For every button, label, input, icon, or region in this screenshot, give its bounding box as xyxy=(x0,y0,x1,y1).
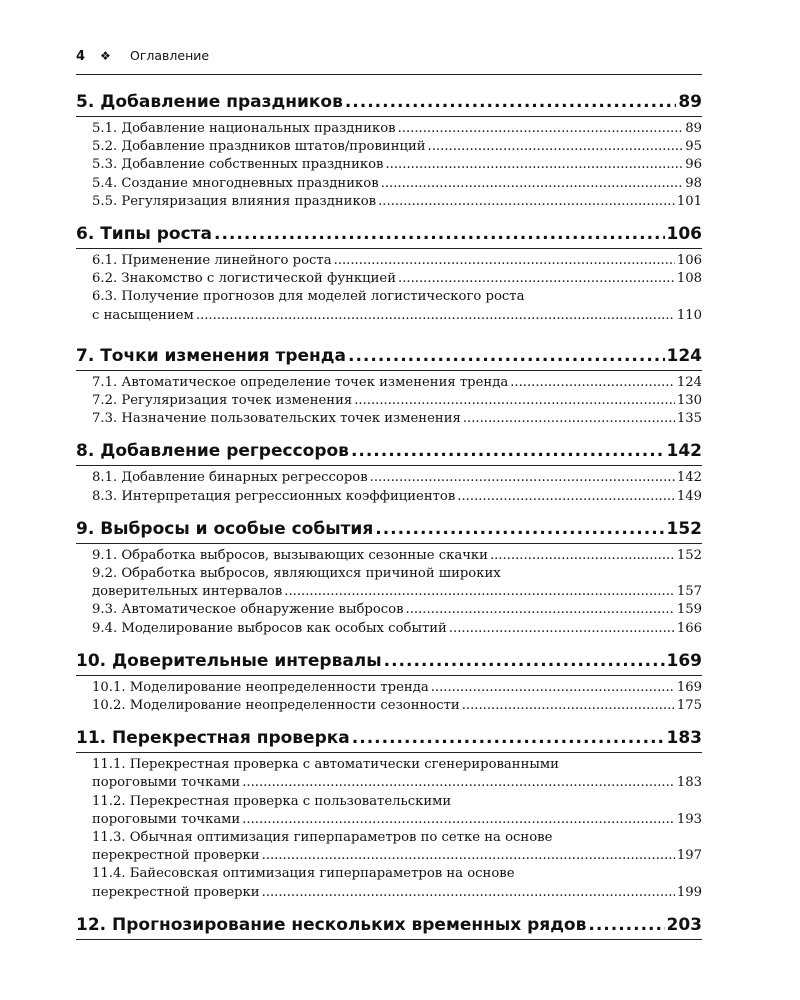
section-page-number: 89 xyxy=(685,121,702,136)
section-page-number: 96 xyxy=(685,157,702,173)
section-page-number: 199 xyxy=(676,884,702,900)
section-title: 9.4. Моделирование выбросов как особых событий xyxy=(92,620,447,636)
section-page-number: 166 xyxy=(676,620,702,636)
chapter-title: 9. Выбросы и особые события xyxy=(76,518,374,539)
dot-leader xyxy=(384,650,665,673)
chapter-title: 8. Добавление регрессоров xyxy=(76,441,349,462)
dot-leader xyxy=(457,488,675,506)
toc-chapter xyxy=(76,440,702,505)
toc-section xyxy=(76,288,702,324)
toc-page xyxy=(76,48,702,952)
section-page-number: 157 xyxy=(676,584,702,600)
section-title: 10.1. Моделирование неопределенности тренда xyxy=(92,679,429,695)
dot-leader xyxy=(348,345,665,368)
toc-section xyxy=(76,156,702,174)
section-row xyxy=(92,697,702,715)
chapter-page-number: 203 xyxy=(666,914,702,935)
section-page-number: 152 xyxy=(676,547,702,563)
section-row xyxy=(92,547,702,565)
section-page-number: 108 xyxy=(676,271,702,287)
chapter-title: 6. Типы роста xyxy=(76,224,212,245)
toc-section xyxy=(76,469,702,487)
toc-section xyxy=(76,252,702,270)
dot-leader xyxy=(352,727,665,750)
dot-leader xyxy=(242,774,675,792)
section-title: пороговыми точками xyxy=(92,775,241,791)
section-row xyxy=(92,811,702,829)
section-title: 8.1. Добавление бинарных регрессоров xyxy=(92,470,368,486)
section-title: 6.1. Применение линейного роста xyxy=(92,253,332,269)
section-row xyxy=(92,884,702,902)
section-row xyxy=(92,583,702,601)
section-title: 7.3. Назначение пользовательских точек изменения xyxy=(92,411,461,427)
section-title: перекрестной проверки xyxy=(92,848,260,864)
chapter-title: 11. Перекрестная проверка xyxy=(76,728,350,749)
dot-leader xyxy=(462,697,675,715)
section-page-number: 124 xyxy=(676,374,702,390)
toc-section xyxy=(76,756,702,792)
section-title: пороговыми точками xyxy=(92,811,241,827)
toc-section xyxy=(76,374,702,392)
chapter-page-number: 106 xyxy=(666,224,702,245)
toc-section xyxy=(76,410,702,428)
section-row xyxy=(92,120,702,138)
dot-leader xyxy=(345,91,676,114)
dot-leader xyxy=(196,307,675,325)
chapter-page-number: 152 xyxy=(666,518,702,539)
dot-leader xyxy=(449,620,675,638)
toc-section xyxy=(76,547,702,565)
toc-section xyxy=(76,793,702,829)
chapter-title: 5. Добавление праздников xyxy=(76,92,343,112)
toc-section xyxy=(76,697,702,715)
chapter-page-number: 183 xyxy=(666,728,702,749)
section-row xyxy=(92,193,702,211)
chapter-heading xyxy=(76,440,702,466)
toc-chapter xyxy=(76,223,702,325)
dot-leader xyxy=(262,884,675,902)
dot-leader xyxy=(284,583,675,601)
section-title-line: 11.3. Обычная оптимизация гиперпараметров по сетке на основе xyxy=(92,830,553,846)
toc-chapter xyxy=(76,727,702,902)
toc-section xyxy=(76,138,702,156)
running-header xyxy=(76,48,702,75)
section-title: 5.5. Регуляризация влияния праздников xyxy=(92,193,377,209)
dot-leader xyxy=(510,374,675,392)
toc-chapter xyxy=(76,91,702,211)
chapter-heading xyxy=(76,223,702,249)
chapter-page-number: 142 xyxy=(666,441,702,462)
section-title: 8.3. Интерпретация регрессионных коэффициентов xyxy=(92,488,456,504)
dot-leader xyxy=(381,175,684,193)
section-title-line: 11.2. Перекрестная проверка с пользовательскими xyxy=(92,793,452,809)
dot-leader xyxy=(334,252,675,270)
section-page-number: 159 xyxy=(676,602,702,618)
chapter-heading xyxy=(76,914,702,940)
toc-section xyxy=(76,488,702,506)
dot-leader xyxy=(385,156,683,174)
toc-section xyxy=(76,601,702,619)
section-title: 9.3. Автоматическое обнаружение выбросов xyxy=(92,602,404,618)
section-row xyxy=(92,270,702,288)
chapter-title: 7. Точки изменения тренда xyxy=(76,345,346,366)
chapter-page-number: 89 xyxy=(678,92,702,112)
toc-section xyxy=(76,193,702,211)
chapter-heading xyxy=(76,727,702,753)
section-row xyxy=(92,175,702,193)
section-title: 5.1. Добавление национальных праздников xyxy=(92,121,396,136)
toc-section xyxy=(76,270,702,288)
section-title: 9.1. Обработка выбросов, вызывающих сезонные скачки xyxy=(92,547,488,563)
chapter-page-number: 169 xyxy=(666,650,702,671)
toc-section xyxy=(76,175,702,193)
dot-leader xyxy=(398,270,675,288)
toc-chapter xyxy=(76,914,702,940)
toc-section xyxy=(76,120,702,138)
section-page-number: 169 xyxy=(676,679,702,695)
section-row xyxy=(92,679,702,697)
dot-leader xyxy=(378,193,675,211)
dot-leader xyxy=(490,547,675,565)
section-page-number: 149 xyxy=(676,488,702,504)
table-of-contents xyxy=(76,91,702,940)
section-title: доверительных интервалов xyxy=(92,584,283,600)
section-title: 5.2. Добавление праздников штатов/провинций xyxy=(92,139,426,155)
chapter-title: 12. Прогнозирование нескольких временных рядов xyxy=(76,914,587,935)
dot-leader xyxy=(375,518,664,541)
section-row xyxy=(92,774,702,792)
dot-leader xyxy=(370,469,675,487)
section-page-number: 183 xyxy=(676,775,702,791)
section-title-line: 6.3. Получение прогнозов для моделей логистического роста xyxy=(92,289,525,305)
section-page-number: 193 xyxy=(676,811,702,827)
section-page-number: 95 xyxy=(685,139,702,155)
section-page-number: 101 xyxy=(676,193,702,209)
dot-leader xyxy=(428,138,684,156)
toc-section xyxy=(76,392,702,410)
dot-leader xyxy=(463,410,675,428)
section-title: 7.1. Автоматическое определение точек изменения тренда xyxy=(92,374,509,390)
section-title-line: 9.2. Обработка выбросов, являющихся причиной широких xyxy=(92,566,501,582)
section-title: 5.3. Добавление собственных праздников xyxy=(92,157,384,173)
dot-leader xyxy=(242,811,675,829)
toc-section xyxy=(76,679,702,697)
toc-section xyxy=(76,865,702,901)
chapter-title: 10. Доверительные интервалы xyxy=(76,650,382,671)
section-title: с насыщением xyxy=(92,307,194,323)
section-row xyxy=(92,620,702,638)
section-row xyxy=(92,307,702,325)
section-row xyxy=(92,138,702,156)
section-row xyxy=(92,601,702,619)
toc-section xyxy=(76,620,702,638)
chapter-page-number: 124 xyxy=(666,345,702,366)
section-title-line: 11.4. Байесовская оптимизация гиперпараметров на основе xyxy=(92,866,515,882)
dot-leader xyxy=(588,914,664,937)
section-row xyxy=(92,847,702,865)
ornament-icon: ❖ xyxy=(100,49,111,63)
section-title: 5.4. Создание многодневных праздников xyxy=(92,175,379,191)
dot-leader xyxy=(406,601,675,619)
dot-leader xyxy=(214,223,665,246)
toc-chapter xyxy=(76,345,702,429)
dot-leader xyxy=(431,679,675,697)
toc-section xyxy=(76,829,702,865)
section-row xyxy=(92,252,702,270)
toc-section xyxy=(76,565,702,601)
section-row xyxy=(92,469,702,487)
dot-leader xyxy=(262,847,675,865)
section-page-number: 197 xyxy=(676,848,702,864)
section-row xyxy=(92,156,702,174)
dot-leader xyxy=(398,120,684,138)
page-number: 4 xyxy=(76,49,86,64)
section-page-number: 110 xyxy=(676,307,702,323)
section-row xyxy=(92,488,702,506)
section-title: 6.2. Знакомство с логистической функцией xyxy=(92,271,397,287)
section-row xyxy=(92,410,702,428)
running-header-title: Оглавление xyxy=(130,48,210,63)
chapter-heading xyxy=(76,91,702,117)
section-page-number: 98 xyxy=(685,175,702,191)
section-row xyxy=(92,374,702,392)
section-title: перекрестной проверки xyxy=(92,884,260,900)
dot-leader xyxy=(351,440,665,463)
chapter-heading xyxy=(76,650,702,676)
section-title: 10.2. Моделирование неопределенности сезонности xyxy=(92,698,460,714)
section-page-number: 130 xyxy=(676,393,702,409)
section-page-number: 175 xyxy=(676,698,702,714)
toc-chapter xyxy=(76,650,702,715)
dot-leader xyxy=(354,392,675,410)
chapter-heading xyxy=(76,518,702,544)
section-page-number: 142 xyxy=(676,470,702,486)
section-page-number: 135 xyxy=(676,411,702,427)
chapter-heading xyxy=(76,345,702,371)
section-title: 7.2. Регуляризация точек изменения xyxy=(92,393,353,409)
section-page-number: 106 xyxy=(676,253,702,269)
section-row xyxy=(92,392,702,410)
toc-chapter xyxy=(76,518,702,638)
section-title-line: 11.1. Перекрестная проверка с автоматически сгенерированными xyxy=(92,757,559,773)
